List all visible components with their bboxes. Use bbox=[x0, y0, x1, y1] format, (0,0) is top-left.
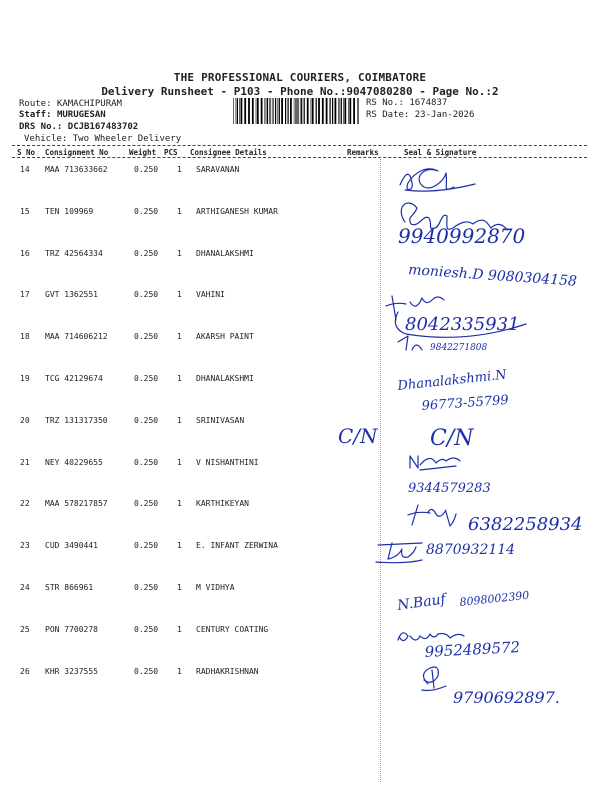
col-consignee: Consignee Details bbox=[190, 148, 267, 157]
table-row bbox=[0, 493, 600, 535]
barcode-bar bbox=[244, 98, 246, 124]
barcode-bar bbox=[288, 98, 289, 124]
barcode-bar bbox=[300, 98, 301, 124]
row-sno: 22 bbox=[20, 499, 30, 509]
barcode-bar bbox=[285, 98, 286, 124]
row-weight: 0.250 bbox=[134, 165, 159, 174]
barcode-bar bbox=[248, 98, 250, 124]
row-pcs: 1 bbox=[177, 290, 182, 300]
row-consignee: ARTHIGANESH KUMAR bbox=[196, 206, 278, 216]
row-sno: 20 bbox=[20, 415, 30, 425]
row-sno: 15 bbox=[20, 206, 30, 216]
row-pcs: 1 bbox=[177, 206, 182, 216]
row-sno: 21 bbox=[20, 457, 30, 467]
barcode-bar bbox=[279, 98, 280, 124]
row-consignment-no: KHR 3237555 bbox=[45, 666, 98, 676]
col-weight: Weight bbox=[129, 148, 157, 157]
table-row bbox=[0, 243, 600, 285]
r24-phone: 8098002390 bbox=[458, 588, 530, 609]
col-seal-signature: Seal & Signature bbox=[404, 148, 477, 157]
barcode-bar bbox=[311, 98, 312, 124]
route-label: Route: KAMACHIPURAM bbox=[19, 99, 122, 109]
r20-seal: C/N bbox=[430, 426, 474, 451]
barcode-bar bbox=[261, 98, 263, 124]
header-rule-top bbox=[12, 145, 587, 146]
barcode-image bbox=[233, 98, 359, 124]
col-consignment: Consignment No bbox=[45, 148, 109, 157]
row-pcs: 1 bbox=[177, 624, 182, 634]
row-weight: 0.250 bbox=[134, 374, 159, 383]
row-consignee: E. INFANT ZERWINA bbox=[196, 541, 278, 551]
row-consignment-no: CUD 3490441 bbox=[45, 541, 98, 551]
barcode-bar bbox=[273, 98, 274, 124]
header-rule-bottom bbox=[12, 157, 587, 158]
barcode-bar bbox=[353, 98, 355, 124]
row-pcs: 1 bbox=[177, 248, 182, 258]
row-sno: 26 bbox=[20, 666, 30, 676]
barcode-bar bbox=[236, 98, 237, 124]
barcode-bar bbox=[335, 98, 337, 124]
row-weight: 0.250 bbox=[134, 583, 159, 592]
r15-phone: 9940992870 bbox=[398, 224, 526, 248]
table-row bbox=[0, 159, 600, 201]
row-sno: 17 bbox=[20, 290, 30, 300]
row-consignment-no: MAA 713633662 bbox=[45, 165, 108, 174]
table-row bbox=[0, 577, 600, 619]
col-pcs: PCS bbox=[164, 148, 178, 157]
barcode-bar bbox=[344, 98, 346, 124]
barcode-bar bbox=[272, 98, 273, 124]
row-pcs: 1 bbox=[177, 332, 182, 342]
row-consignee: VAHINI bbox=[196, 290, 225, 300]
row-consignment-no: MAA 578217857 bbox=[45, 499, 108, 509]
row-pcs: 1 bbox=[177, 499, 182, 509]
rs-number: RS No.: 1674837 bbox=[366, 98, 448, 108]
row-sno: 16 bbox=[20, 248, 30, 258]
row-pcs: 1 bbox=[177, 457, 182, 467]
barcode-bar bbox=[349, 98, 351, 124]
row-weight: 0.250 bbox=[134, 457, 159, 467]
row-pcs: 1 bbox=[177, 666, 182, 676]
barcode-bar bbox=[266, 98, 267, 124]
row-weight: 0.250 bbox=[134, 415, 159, 425]
barcode-bar bbox=[265, 98, 266, 124]
r19-phone: 96773-55799 bbox=[421, 392, 510, 414]
barcode-bar bbox=[267, 98, 268, 124]
table-row bbox=[0, 284, 600, 326]
r25-phone: 9952489572 bbox=[424, 638, 521, 661]
row-pcs: 1 bbox=[177, 583, 182, 592]
row-weight: 0.250 bbox=[134, 248, 159, 258]
barcode-bar bbox=[348, 98, 349, 124]
barcode-bar bbox=[237, 98, 238, 124]
row-pcs: 1 bbox=[177, 374, 182, 383]
col-remarks: Remarks bbox=[347, 148, 379, 157]
barcode-bar bbox=[252, 98, 254, 124]
row-consignee: DHANALAKSHMI bbox=[196, 374, 254, 383]
r22-phone: 6382258934 bbox=[468, 514, 583, 535]
barcode-bar bbox=[357, 98, 358, 124]
row-consignment-no: GVT 1362551 bbox=[45, 290, 98, 300]
barcode-bar bbox=[312, 98, 314, 124]
barcode-bar bbox=[343, 98, 344, 124]
r24-name: N.Bauf bbox=[396, 591, 447, 614]
r17-phone: 8042335931 bbox=[405, 314, 520, 335]
barcode-bar bbox=[233, 98, 234, 124]
row-consignment-no: TRZ 131317350 bbox=[45, 415, 108, 425]
row-consignee: M VIDHYA bbox=[196, 583, 235, 592]
row-consignee: SRINIVASAN bbox=[196, 415, 245, 425]
row-weight: 0.250 bbox=[134, 541, 159, 551]
barcode-bar bbox=[307, 98, 309, 124]
row-consignee: SARAVANAN bbox=[196, 165, 240, 174]
row-weight: 0.250 bbox=[134, 499, 159, 509]
r21-phone: 9344579283 bbox=[408, 481, 491, 496]
row-weight: 0.250 bbox=[134, 332, 159, 342]
row-weight: 0.250 bbox=[134, 206, 159, 216]
drs-label: DRS No.: bbox=[19, 122, 63, 132]
barcode-bar bbox=[241, 98, 243, 124]
row-weight: 0.250 bbox=[134, 624, 159, 634]
row-pcs: 1 bbox=[177, 541, 182, 551]
staff-label: Staff: bbox=[19, 110, 52, 120]
table-row bbox=[0, 661, 600, 703]
barcode-bar bbox=[257, 98, 259, 124]
table-row bbox=[0, 368, 600, 410]
barcode-bar bbox=[332, 98, 333, 124]
row-consignment-no: NEY 40229655 bbox=[45, 457, 103, 467]
barcode-bar bbox=[296, 98, 297, 124]
row-sno: 14 bbox=[20, 165, 30, 174]
staff-name: MURUGESAN bbox=[56, 110, 106, 120]
row-sno: 25 bbox=[20, 624, 30, 634]
company-title: THE PROFESSIONAL COURIERS, COIMBATORE bbox=[173, 71, 427, 84]
r16-name: moniesh.D 9080304158 bbox=[407, 262, 578, 290]
barcode-bar bbox=[297, 98, 298, 124]
row-consignee: V NISHANTHINI bbox=[196, 457, 259, 467]
table-row bbox=[0, 201, 600, 243]
barcode-bar bbox=[290, 98, 292, 124]
row-consignment-no: TEN 109969 bbox=[45, 206, 94, 216]
row-sno: 18 bbox=[20, 332, 30, 342]
row-sno: 19 bbox=[20, 374, 30, 383]
table-row bbox=[0, 535, 600, 577]
barcode-bar bbox=[318, 98, 320, 124]
barcode-bar bbox=[278, 98, 279, 124]
r20-remark: C/N bbox=[338, 424, 378, 448]
table-row bbox=[0, 619, 600, 661]
row-sno: 24 bbox=[20, 583, 30, 592]
barcode-bar bbox=[340, 98, 341, 124]
barcode-bar bbox=[275, 98, 276, 124]
row-consignee: AKARSH PAINT bbox=[196, 332, 254, 342]
row-consignment-no: PON 7700278 bbox=[45, 624, 98, 634]
row-consignee: DHANALAKSHMI bbox=[196, 248, 254, 258]
table-row bbox=[0, 452, 600, 494]
barcode-bar bbox=[239, 98, 240, 124]
r26-phone: 9790692897. bbox=[453, 688, 560, 707]
staff-line bbox=[19, 110, 106, 120]
row-pcs: 1 bbox=[177, 415, 182, 425]
row-weight: 0.250 bbox=[134, 666, 159, 676]
barcode-bar bbox=[358, 98, 359, 124]
r19-name: Dhanalakshmi.N bbox=[396, 367, 508, 394]
barcode-bar bbox=[294, 98, 295, 124]
barcode-bar bbox=[341, 98, 342, 124]
barcode-bar bbox=[326, 98, 328, 124]
row-consignment-no: TCG 42129674 bbox=[45, 374, 103, 383]
barcode-bar bbox=[322, 98, 324, 124]
row-weight: 0.250 bbox=[134, 290, 159, 300]
barcode-bar bbox=[304, 98, 305, 124]
vehicle-label: Vehicle: Two Wheeler Delivery bbox=[24, 134, 182, 144]
barcode-bar bbox=[295, 98, 296, 124]
barcode-bar bbox=[256, 98, 257, 124]
r23-phone: 8870932114 bbox=[426, 542, 516, 558]
drs-line bbox=[19, 122, 138, 132]
row-consignment-no: MAA 714606212 bbox=[45, 332, 108, 342]
drs-number: DCJB167483702 bbox=[67, 122, 139, 132]
row-consignment-no: STR 866961 bbox=[45, 583, 94, 592]
barcode-bar bbox=[301, 98, 302, 124]
barcode-bar bbox=[316, 98, 317, 124]
row-pcs: 1 bbox=[177, 165, 182, 174]
runsheet-subtitle: Delivery Runsheet - P103 - Phone No.:9047080280 - Page No.:2 bbox=[101, 85, 499, 98]
row-consignment-no: TRZ 42564334 bbox=[45, 248, 103, 258]
row-consignee: RADHAKRISHNAN bbox=[196, 666, 259, 676]
r17-extra: 9842271808 bbox=[430, 343, 488, 353]
table-row bbox=[0, 326, 600, 368]
barcode-bar bbox=[269, 98, 270, 124]
barcode-bar bbox=[281, 98, 283, 124]
row-consignee: CENTURY COATING bbox=[196, 624, 269, 634]
barcode-bar bbox=[338, 98, 339, 124]
row-consignee: KARTHIKEYAN bbox=[196, 499, 249, 509]
table-row bbox=[0, 410, 600, 452]
col-sno: S No bbox=[17, 148, 36, 157]
rs-date: RS Date: 23-Jan-2026 bbox=[366, 110, 475, 120]
row-sno: 23 bbox=[20, 541, 30, 551]
barcode-bar bbox=[330, 98, 331, 124]
